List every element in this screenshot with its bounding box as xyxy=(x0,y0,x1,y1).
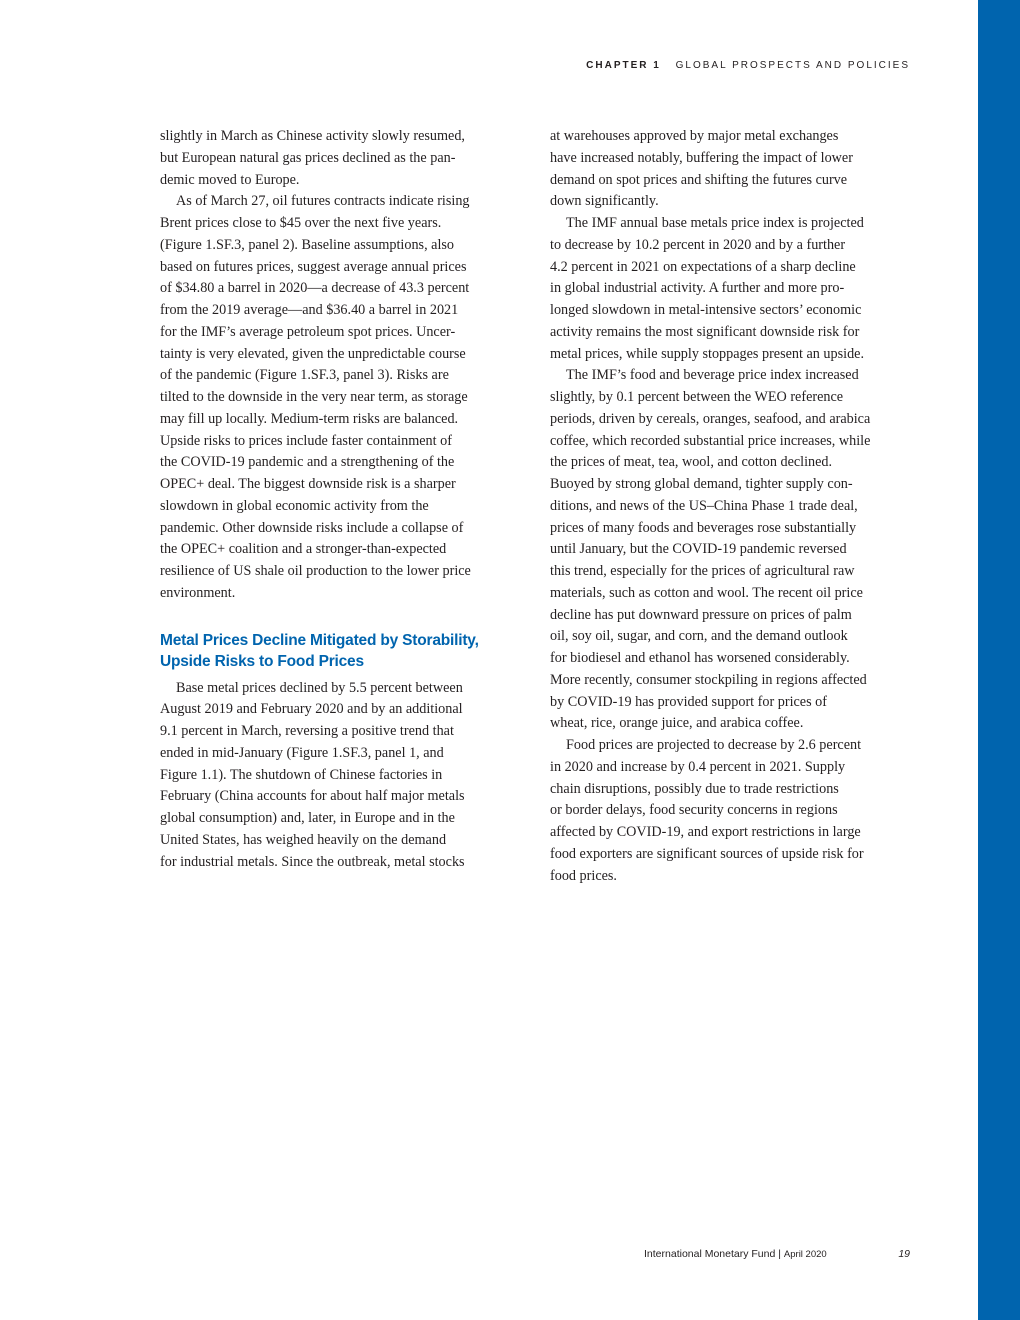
text-line: tainty is very elevated, given the unpredictable course xyxy=(160,345,466,362)
paragraph xyxy=(550,735,910,887)
text-line: More recently, consumer stockpiling in regions affected xyxy=(550,671,867,688)
page-number: 19 xyxy=(898,1248,910,1260)
text-line: (Figure 1.SF.3, panel 2). Baseline assumptions, also xyxy=(160,236,455,253)
text-line: As of March 27, oil futures contracts indicate rising xyxy=(176,193,470,210)
paragraph xyxy=(160,191,518,604)
text-line: slightly in March as Chinese activity slowly resumed, xyxy=(160,128,465,144)
text-line: food exporters are significant sources of upside risk for xyxy=(550,845,864,862)
chapter-label: CHAPTER 1 xyxy=(586,60,661,71)
text-line: down significantly. xyxy=(550,193,659,210)
text-line: United States, has weighed heavily on the demand xyxy=(160,831,447,848)
text-line: this trend, especially for the prices of agricultural raw xyxy=(550,563,855,579)
text-line: the COVID-19 pandemic and a strengthening of the xyxy=(160,454,455,471)
running-header xyxy=(586,60,910,71)
paragraph xyxy=(160,678,518,874)
text-line: OPEC+ deal. The biggest downside risk is a sharper xyxy=(160,476,456,492)
text-line: to decrease by 10.2 percent in 2020 and by a further xyxy=(550,236,846,253)
text-line: Upside Risks to Food Prices xyxy=(160,652,364,670)
text-line: ditions, and news of the US–China Phase 1 trade deal, xyxy=(550,497,858,514)
text-line: materials, such as cotton and wool. The recent oil price xyxy=(550,584,863,601)
text-line: for the IMF’s average petroleum spot prices. Uncer- xyxy=(160,323,456,340)
text-line: of the pandemic (Figure 1.SF.3, panel 3). Risks are xyxy=(160,367,449,384)
text-line: until January, but the COVID-19 pandemic reversed xyxy=(550,541,847,558)
text-line: of $34.80 a barrel in 2020—a decrease of 43.3 percent xyxy=(160,280,470,297)
text-line: ended in mid-January (Figure 1.SF.3, panel 1, and xyxy=(160,744,444,761)
section-heading xyxy=(160,630,518,672)
text-line: decline has put downward pressure on prices of palm xyxy=(550,606,852,623)
text-line: activity remains the most significant downside risk for xyxy=(550,323,860,340)
text-line: in global industrial activity. A further and more pro- xyxy=(550,280,845,297)
text-line: resilience of US shale oil production to the lower price xyxy=(160,563,471,579)
paragraph xyxy=(550,213,910,365)
text-line: Food prices are projected to decrease by 2.6 percent xyxy=(566,737,862,753)
text-line: for industrial metals. Since the outbreak, metal stocks xyxy=(160,853,465,870)
text-line: 4.2 percent in 2021 on expectations of a sharp decline xyxy=(550,258,856,275)
text-line: chain disruptions, possibly due to trade restrictions xyxy=(550,780,839,797)
text-line: in 2020 and increase by 0.4 percent in 2021. Supply xyxy=(550,758,846,775)
text-line: The IMF’s food and beverage price index increased xyxy=(566,367,859,384)
text-line: 9.1 percent in March, reversing a positive trend that xyxy=(160,723,454,739)
text-line: environment. xyxy=(160,584,236,601)
text-line: the prices of meat, tea, wool, and cotton declined. xyxy=(550,454,833,471)
text-line: Figure 1.1). The shutdown of Chinese factories in xyxy=(160,766,443,783)
left-column xyxy=(160,126,518,873)
text-line: Base metal prices declined by 5.5 percent between xyxy=(176,679,463,696)
publisher-name: International Monetary Fund xyxy=(644,1248,776,1260)
text-line: periods, driven by cereals, oranges, seafood, and arabica xyxy=(550,410,871,427)
text-line: coffee, which recorded substantial price increases, while xyxy=(550,432,871,449)
text-line: Upside risks to prices include faster containment of xyxy=(160,432,452,449)
text-line: based on futures prices, suggest average annual prices xyxy=(160,258,467,275)
text-line: metal prices, while supply stoppages present an upside. xyxy=(550,345,865,362)
text-line: longed slowdown in metal-intensive sectors’ economic xyxy=(550,302,862,318)
paragraph xyxy=(550,126,910,213)
text-line: prices of many foods and beverages rose substantially xyxy=(550,519,857,536)
text-line: from the 2019 average—and $36.40 a barrel in 2021 xyxy=(160,302,459,318)
text-line: global consumption) and, later, in Europe and in the xyxy=(160,810,455,826)
page-footer xyxy=(644,1248,912,1260)
text-line: or border delays, food security concerns in regions xyxy=(550,802,838,819)
text-line: by COVID-19 has provided support for prices of xyxy=(550,693,827,710)
text-line: have increased notably, buffering the impact of lower xyxy=(550,149,853,166)
footer-separator: | xyxy=(778,1248,781,1260)
right-column xyxy=(550,126,910,887)
chapter-title: GLOBAL PROSPECTS AND POLICIES xyxy=(675,60,910,71)
text-line: Metal Prices Decline Mitigated by Storability, xyxy=(160,631,479,649)
text-line: may fill up locally. Medium-term risks are balanced. xyxy=(160,410,459,427)
text-line: August 2019 and February 2020 and by an additional xyxy=(160,701,463,718)
text-line: pandemic. Other downside risks include a collapse of xyxy=(160,519,464,536)
text-line: slightly, by 0.1 percent between the WEO reference xyxy=(550,389,844,405)
text-line: food prices. xyxy=(550,867,617,884)
text-line: demic moved to Europe. xyxy=(160,171,300,188)
text-line: for biodiesel and ethanol has worsened considerably. xyxy=(550,650,850,666)
text-line: slowdown in global economic activity from the xyxy=(160,497,429,514)
paragraph xyxy=(550,365,910,735)
text-line: affected by COVID-19, and export restrictions in large xyxy=(550,824,861,840)
text-line: oil, soy oil, sugar, and corn, and the demand outlook xyxy=(550,628,848,645)
text-line: February (China accounts for about half major metals xyxy=(160,788,465,805)
paragraph xyxy=(160,126,518,191)
text-line: wheat, rice, orange juice, and arabica coffee. xyxy=(550,715,804,732)
text-line: demand on spot prices and shifting the futures curve xyxy=(550,171,848,188)
text-line: the OPEC+ coalition and a stronger-than-expected xyxy=(160,541,447,558)
spacer xyxy=(160,605,518,630)
text-line: Brent prices close to $45 over the next five years. xyxy=(160,215,442,231)
text-line: tilted to the downside in the very near term, as storage xyxy=(160,389,468,405)
side-color-band xyxy=(978,0,1020,1320)
text-line: Buoyed by strong global demand, tighter supply con- xyxy=(550,476,853,492)
text-line: but European natural gas prices declined as the pan- xyxy=(160,149,456,166)
text-line: The IMF annual base metals price index is projected xyxy=(566,215,864,231)
publication-date: April 2020 xyxy=(783,1249,827,1260)
text-line: at warehouses approved by major metal exchanges xyxy=(550,128,839,144)
